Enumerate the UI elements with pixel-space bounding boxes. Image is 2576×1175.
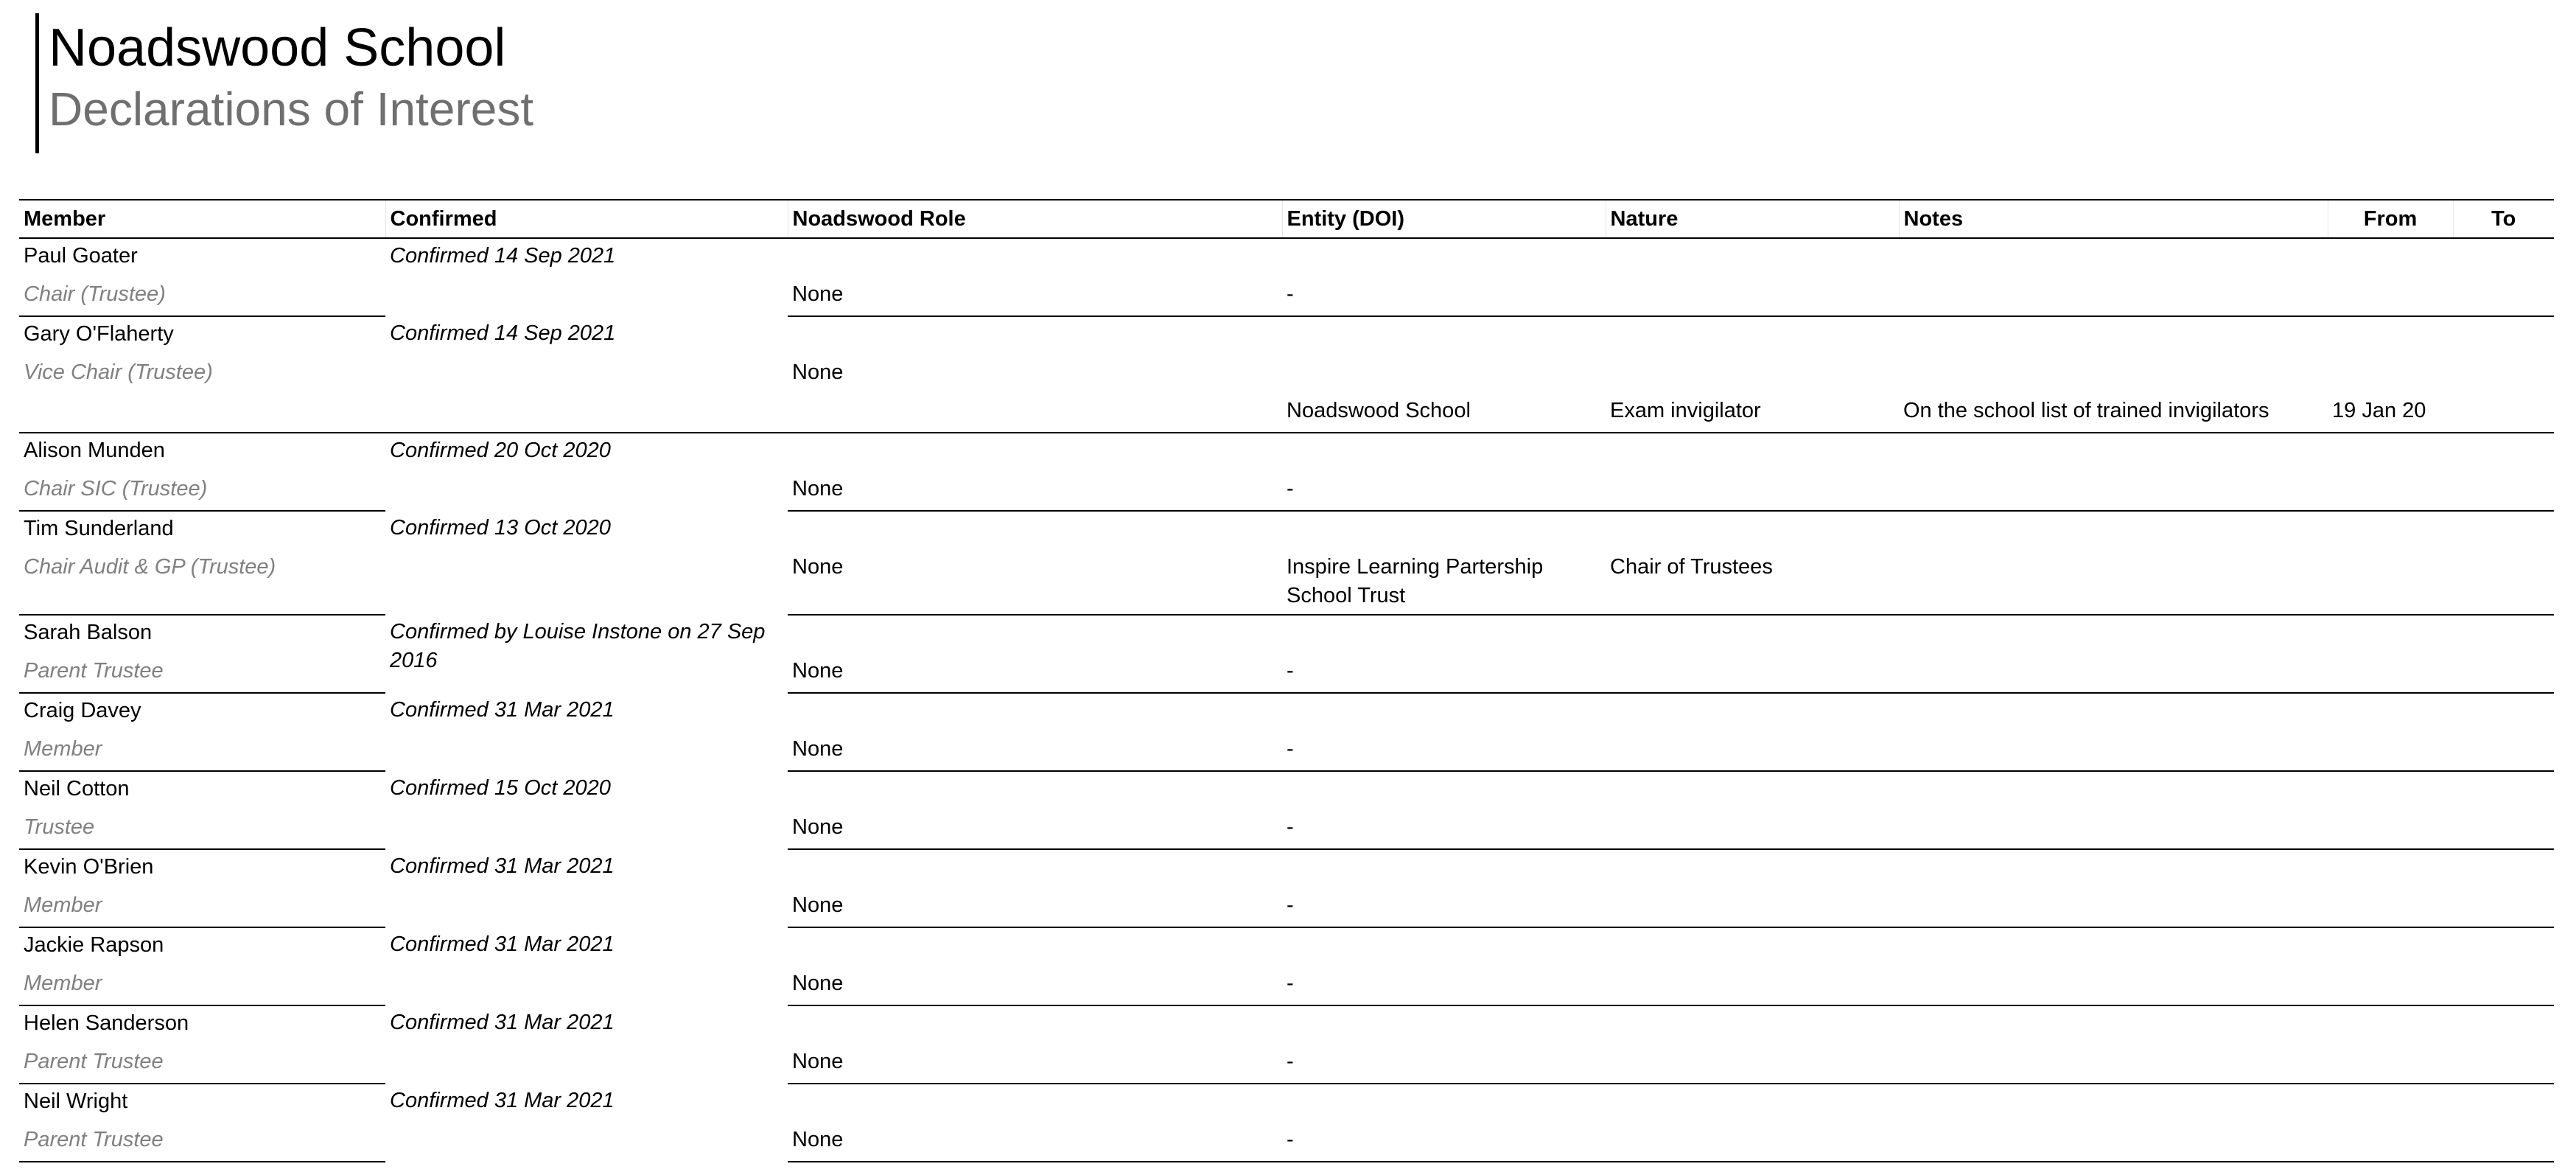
member-name: Alison Munden: [24, 439, 165, 462]
column-header-confirmed: Confirmed: [385, 200, 788, 238]
member-name: Helen Sanderson: [24, 1011, 189, 1035]
member-name-row: [19, 849, 2554, 888]
school-role: None: [788, 966, 1282, 1005]
doi-entity: -: [1282, 277, 1606, 316]
confirmed-status: Confirmed 31 Mar 2021: [390, 1089, 615, 1112]
school-title: Noadswood School: [49, 18, 506, 77]
school-role: None: [788, 1123, 1282, 1162]
member-role: Chair Audit & GP (Trustee): [19, 550, 385, 615]
confirmed-status: Confirmed 31 Mar 2021: [390, 1011, 615, 1034]
member-name: Kevin O'Brien: [24, 855, 154, 879]
member-name-row: [19, 511, 2554, 550]
column-header-member: Member: [19, 200, 385, 238]
member-name-row: [19, 1084, 2554, 1123]
member-role: Chair (Trustee): [19, 277, 385, 316]
confirmed-status: Confirmed 31 Mar 2021: [390, 698, 615, 722]
column-header-notes: Notes: [1899, 200, 2328, 238]
doi-entity: -: [1282, 966, 1606, 1005]
member-role: Trustee: [19, 810, 385, 849]
member-role: Member: [19, 966, 385, 1005]
member-name: Neil Wright: [24, 1089, 128, 1113]
member-name: Craig Davey: [24, 699, 141, 722]
doi-entity: Inspire Learning Partership School Trust: [1282, 550, 1606, 615]
confirmed-status: Confirmed by Louise Instone on 27 Sep 2016: [390, 620, 766, 672]
confirmed-status: Confirmed 31 Mar 2021: [390, 932, 615, 956]
school-role: None: [788, 732, 1282, 771]
member-name: Gary O'Flaherty: [24, 322, 174, 346]
school-role: None: [788, 810, 1282, 849]
confirmed-status: Confirmed 14 Sep 2021: [390, 321, 616, 345]
document-header: [35, 13, 533, 153]
member-role: Member: [19, 732, 385, 771]
member-name-row: [19, 771, 2554, 810]
member-role: Vice Chair (Trustee): [24, 360, 213, 384]
doi-notes: On the school list of trained invigilators: [1899, 394, 2328, 433]
member-role: Parent Trustee: [19, 1045, 385, 1084]
member-name-row: [19, 1005, 2554, 1045]
doi-entity: -: [1282, 1123, 1606, 1162]
member-role: Member: [19, 888, 385, 927]
doi-entity: -: [1282, 732, 1606, 771]
member-name: Sarah Balson: [24, 621, 153, 644]
doi-to-date: [2453, 394, 2554, 433]
doi-entity: Noadswood School: [1282, 394, 1606, 433]
confirmed-status: Confirmed 31 Mar 2021: [390, 854, 615, 878]
column-header-entity: Entity (DOI): [1282, 200, 1606, 238]
school-role: None: [788, 472, 1282, 511]
confirmed-status: Confirmed 14 Sep 2021: [390, 244, 616, 268]
member-name-row: [19, 927, 2554, 966]
table-header-row: [19, 200, 2554, 238]
doi-entity: -: [1282, 888, 1606, 927]
member-name-row: [19, 615, 2554, 654]
member-name-row: [19, 238, 2554, 277]
column-header-school-role: Noadswood Role: [788, 200, 1282, 238]
doi-nature: Chair of Trustees: [1606, 550, 1899, 615]
doi-entity: -: [1282, 810, 1606, 849]
document-subtitle: Declarations of Interest: [49, 83, 534, 136]
school-role: None: [788, 654, 1282, 693]
column-header-nature: Nature: [1606, 200, 1899, 238]
school-role: None: [788, 550, 1282, 615]
member-name-row: [19, 693, 2554, 732]
member-role: Parent Trustee: [19, 1123, 385, 1162]
member-name: Tim Sunderland: [24, 517, 174, 540]
doi-entity: -: [1282, 472, 1606, 511]
member-name-row: [19, 433, 2554, 472]
column-header-to: To: [2453, 200, 2554, 238]
column-header-from: From: [2328, 200, 2453, 238]
doi-entity: -: [1282, 1045, 1606, 1084]
confirmed-status: Confirmed 13 Oct 2020: [390, 516, 611, 540]
member-role: Chair SIC (Trustee): [19, 472, 385, 511]
member-name: Paul Goater: [24, 244, 138, 268]
interest-row: [19, 394, 2554, 433]
doi-entity: [1282, 355, 1606, 394]
school-role: None: [792, 360, 844, 384]
doi-from-date: 19 Jan 20: [2328, 394, 2453, 433]
member-name-row: [19, 316, 2554, 355]
doi-nature: Exam invigilator: [1606, 394, 1899, 433]
confirmed-status: Confirmed 15 Oct 2020: [390, 776, 611, 800]
doi-entity: -: [1282, 654, 1606, 693]
member-name: Jackie Rapson: [24, 933, 164, 957]
confirmed-status: Confirmed 20 Oct 2020: [390, 439, 611, 462]
member-role: Parent Trustee: [19, 654, 385, 693]
school-role: None: [788, 277, 1282, 316]
member-name: Neil Cotton: [24, 777, 130, 801]
school-role: None: [788, 888, 1282, 927]
school-role: None: [788, 1045, 1282, 1084]
declarations-table: [19, 199, 2554, 1162]
